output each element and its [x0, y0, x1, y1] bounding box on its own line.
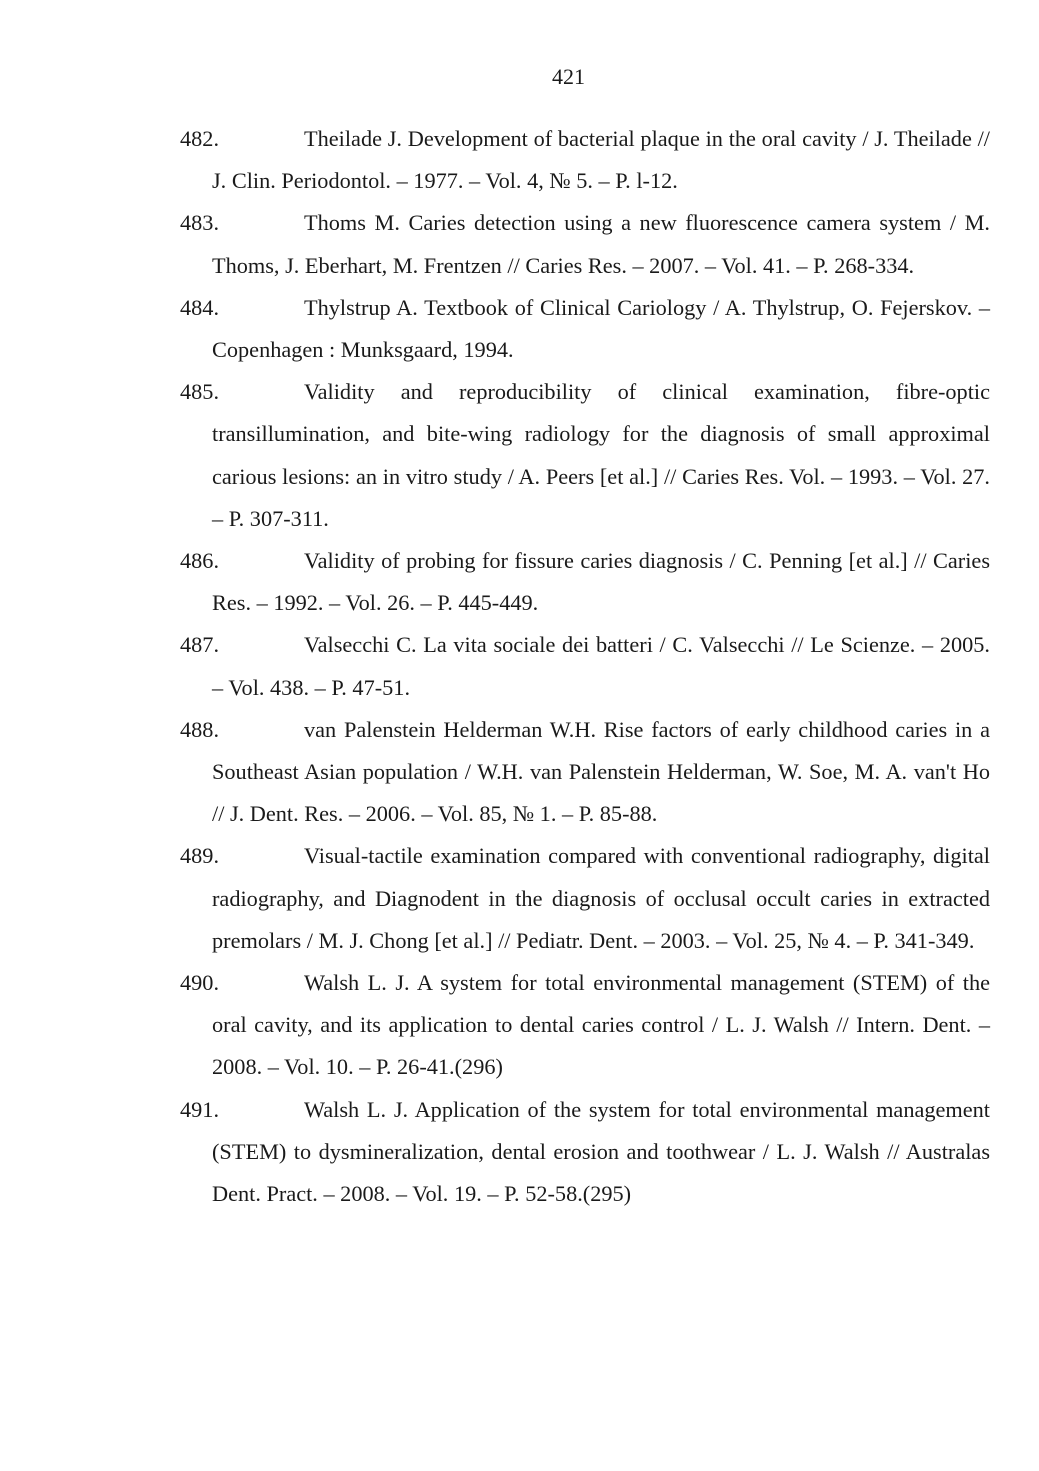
page-number: 421 [552, 64, 585, 89]
reference-text: Walsh L. J. A system for total environmental management (STEM) of the oral cavity, and its application to dental caries control / L. J. Walsh // Intern. Dent. – 2008. – Vol. 10. – P. 26-41.(296) [212, 970, 990, 1080]
reference-list [180, 118, 990, 1215]
reference-item [180, 118, 990, 202]
reference-number: 483. [180, 210, 220, 236]
reference-number: 491. [180, 1096, 220, 1122]
reference-item [180, 1089, 990, 1216]
reference-item [180, 540, 990, 624]
reference-number: 487. [180, 632, 220, 658]
reference-item [180, 202, 990, 286]
reference-text: van Palenstein Helderman W.H. Rise factors of early childhood caries in a Southeast Asian population / W.H. van Palenstein Helderman, W. Soe, M. A. van't Ho // J. Dent. Res. – 2006. – Vol. 85, № 1. – P. 85-88. [212, 716, 990, 827]
reference-item [180, 287, 990, 371]
reference-item [180, 624, 990, 708]
reference-number: 482. [180, 126, 220, 151]
reference-text: Visual-tactile examination compared with conventional radiography, digital radiography, and Diagnodent in the diagnosis of occlusal occult caries in extracted premolars / M. J. Chong [et al.] // Pediatr. Dent. – 2003. – Vol. 25, № 4. – P. 341-349. [212, 843, 990, 953]
reference-text: Validity of probing for fissure caries diagnosis / C. Penning [et al.] // Caries Res. – 1992. – Vol. 26. – P. 445-449. [212, 548, 990, 616]
reference-item [180, 835, 990, 962]
reference-text: Validity and reproducibility of clinical examination, fibre-optic transillumination, and bite-wing radiology for the diagnosis of small approximal carious lesions: an in vitro study / A. Peers [et al.] // Caries Res. Vol. – 1993. – Vol. 27. – P. 307-311. [212, 379, 990, 531]
reference-number: 484. [180, 294, 220, 320]
reference-text: Thylstrup A. Textbook of Clinical Cariology / A. Thylstrup, O. Fejerskov. – Copenhagen : Munksgaard, 1994. [212, 294, 990, 363]
reference-number: 490. [180, 970, 220, 996]
reference-text: Walsh L. J. Application of the system for total environmental management (STEM) to dysmineralization, dental erosion and toothwear / L. J. Walsh // Australas Dent. Pract. – 2008. – Vol. 19. – P. 52-58.(295) [212, 1096, 990, 1207]
reference-number: 486. [180, 548, 220, 574]
reference-number: 488. [180, 716, 220, 742]
reference-text: Valsecchi C. La vita sociale dei batteri / C. Valsecchi // Le Scienze. – 2005. – Vol. 438. – P. 47-51. [212, 632, 990, 700]
reference-text: Thoms M. Caries detection using a new fluorescence camera system / M. Thoms, J. Eberhart, M. Frentzen // Caries Res. – 2007. – Vol. 41. – P. 268-334. [212, 210, 990, 278]
reference-item [180, 709, 990, 836]
reference-item [180, 371, 990, 540]
reference-text: Theilade J. Development of bacterial plaque in the oral cavity / J. Theilade // J. Clin. Periodontol. – 1977. – Vol. 4, № 5. – P. l-12. [212, 126, 990, 194]
reference-number: 485. [180, 379, 220, 405]
reference-number: 489. [180, 843, 220, 869]
reference-item [180, 962, 990, 1089]
